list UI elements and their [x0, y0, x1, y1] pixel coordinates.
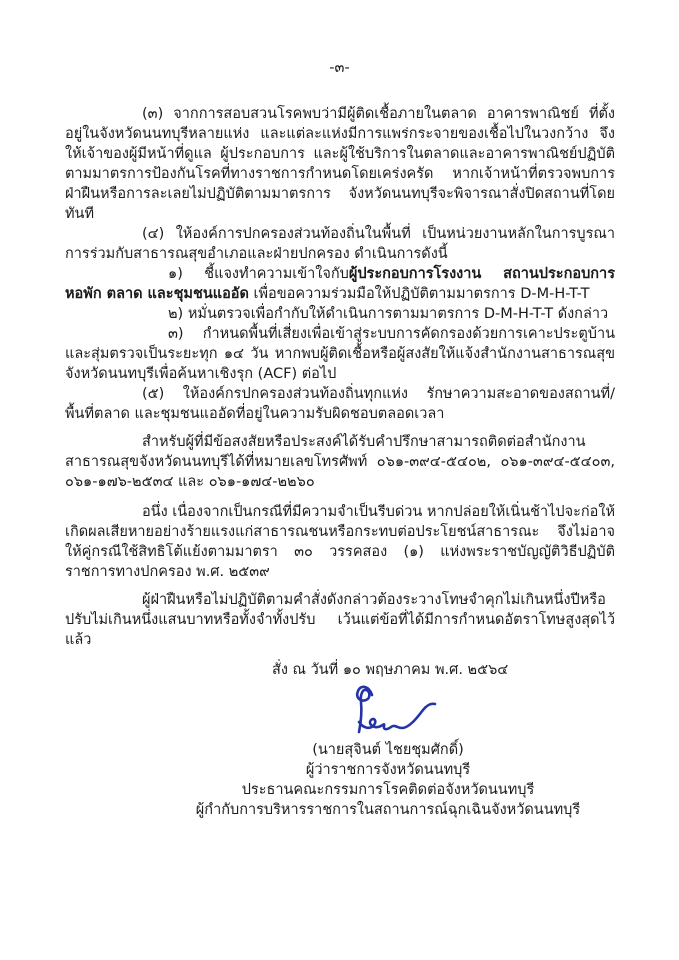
list-item-3: ๓) กำหนดพื้นที่เสี่ยงเพื่อเข้าสู่ระบบการคัดกรองด้วยการเคาะประตูบ้านและสุ่มตรวจเป็นระยะทุก ๑๔ วัน หากพบผู้ติดเชื้อหรือผู้สงสัยให้แจ้งสำนักงานสาธารณสุขจังหวัดนนทบุรีเพื่อค้นหาเชิงรุก (ACF) ต่อไป — [65, 326, 615, 382]
list-item-1-emphasis: ผู้ประกอบการโรงงาน สถานประกอบการ หอพัก ตลาด และชุมชนแออัด — [65, 266, 615, 302]
signer-title-committee-chair: ประธานคณะกรรมการโรคติดต่อจังหวัดนนทบุรี — [241, 782, 535, 798]
signer-name: (นายสุจินต์ ไชยชุมศักดิ์) — [312, 742, 464, 758]
document-body — [65, 104, 615, 820]
paragraph-clause-3: (๓) จากการสอบสวนโรคพบว่ามีผู้ติดเชื้อภายในตลาด อาคารพาณิชย์ ที่ตั้งอยู่ในจังหวัดนนทบุรีหลายแห่ง และแต่ละแห่งมีการแพร่กระจายของเชื้อไปในวงกว้าง จึงให้เจ้าของผู้มีหน้าที่ดูแล ผู้ประกอบการ และผู้ใช้บริการในตลาดและอาคารพาณิชย์ปฏิบัติตามมาตรการป้องกันโรคที่ทางราชการกำหนดโดยเคร่งครัด หากเจ้าหน้าที่ตรวจพบการฝ่าฝืนหรือการละเลยไม่ปฏิบัติตามมาตรการ จังหวัดนนทบุรีจะพิจารณาสั่งปิดสถานที่โดยทันที — [65, 106, 615, 222]
paragraph-penalty: ผู้ฝ่าฝืนหรือไม่ปฏิบัติตามคำสั่งดังกล่าวต้องระวางโทษจำคุกไม่เกินหนึ่งปีหรือปรับไม่เกินหนึ่งแสนบาทหรือทั้งจำทั้งปรับ เว้นแต่ข้อที่ได้มีการกำหนดอัตราโทษสูงสุดไว้แล้ว — [65, 592, 615, 648]
signature-icon — [323, 682, 453, 740]
list-item-1 — [65, 264, 615, 304]
signature-block — [168, 682, 608, 820]
signer-title-emergency-director: ผู้กำกับการบริหารราชการในสถานการณ์ฉุกเฉินจังหวัดนนทบุรี — [195, 802, 581, 818]
list-item-1-prefix: ๑) ชี้แจงทำความเข้าใจกับ — [168, 266, 349, 282]
list-item-1-suffix: เพื่อขอความร่วมมือให้ปฏิบัติตามมาตรการ D-M-H-T-T — [248, 286, 590, 302]
page-number: -๓- — [329, 60, 350, 76]
paragraph-contact: สำหรับผู้ที่มีข้อสงสัยหรือประสงค์ได้รับคำปรึกษาสามารถติดต่อสำนักงานสาธารณสุขจังหวัดนนทบุรีได้ที่หมายเลขโทรศัพท์ ๐๖๑-๓๙๔-๕๔๐๒, ๐๖๑-๓๙๔-๕๔๐๓, ๐๖๑-๑๗๖-๒๕๓๔ และ ๐๖๑-๑๗๔-๒๒๖๐ — [65, 434, 615, 490]
signer-title-governor: ผู้ว่าราชการจังหวัดนนทบุรี — [305, 762, 471, 778]
list-item-2: ๒) หมั่นตรวจเพื่อกำกับให้ดำเนินการตามมาตรการ D-M-H-T-T ดังกล่าว — [168, 306, 609, 322]
order-date-line: สั่ง ณ วันที่ ๑๐ พฤษภาคม พ.ศ. ๒๕๖๔ — [272, 662, 509, 678]
paragraph-clause-4: (๔) ให้องค์การปกครองส่วนท้องถิ่นในพื้นที่ เป็นหน่วยงานหลักในการบูรณาการร่วมกับสาธารณสุขอำเภอและฝ่ายปกครอง ดำเนินการดังนี้ — [65, 226, 615, 262]
paragraph-clause-5: (๕) ให้องค์กรปกครองส่วนท้องถิ่นทุกแห่ง รักษาความสะอาดของสถานที่/พื้นที่ตลาด และชุมชนแออัดที่อยู่ในความรับผิดชอบตลอดเวลา — [65, 386, 615, 422]
paragraph-urgency: อนึ่ง เนื่องจากเป็นกรณีที่มีความจำเป็นรีบด่วน หากปล่อยให้เนิ่นช้าไปจะก่อให้เกิดผลเสียหายอย่างร้ายแรงแก่สาธารณชนหรือกระทบต่อประโยชน์สาธารณะ จึงไม่อาจให้คู่กรณีใช้สิทธิโต้แย้งตามมาตรา ๓๐ วรรคสอง (๑) แห่งพระราชบัญญัติวิธีปฏิบัติราชการทางปกครอง พ.ศ. ๒๕๓๙ — [65, 504, 615, 580]
